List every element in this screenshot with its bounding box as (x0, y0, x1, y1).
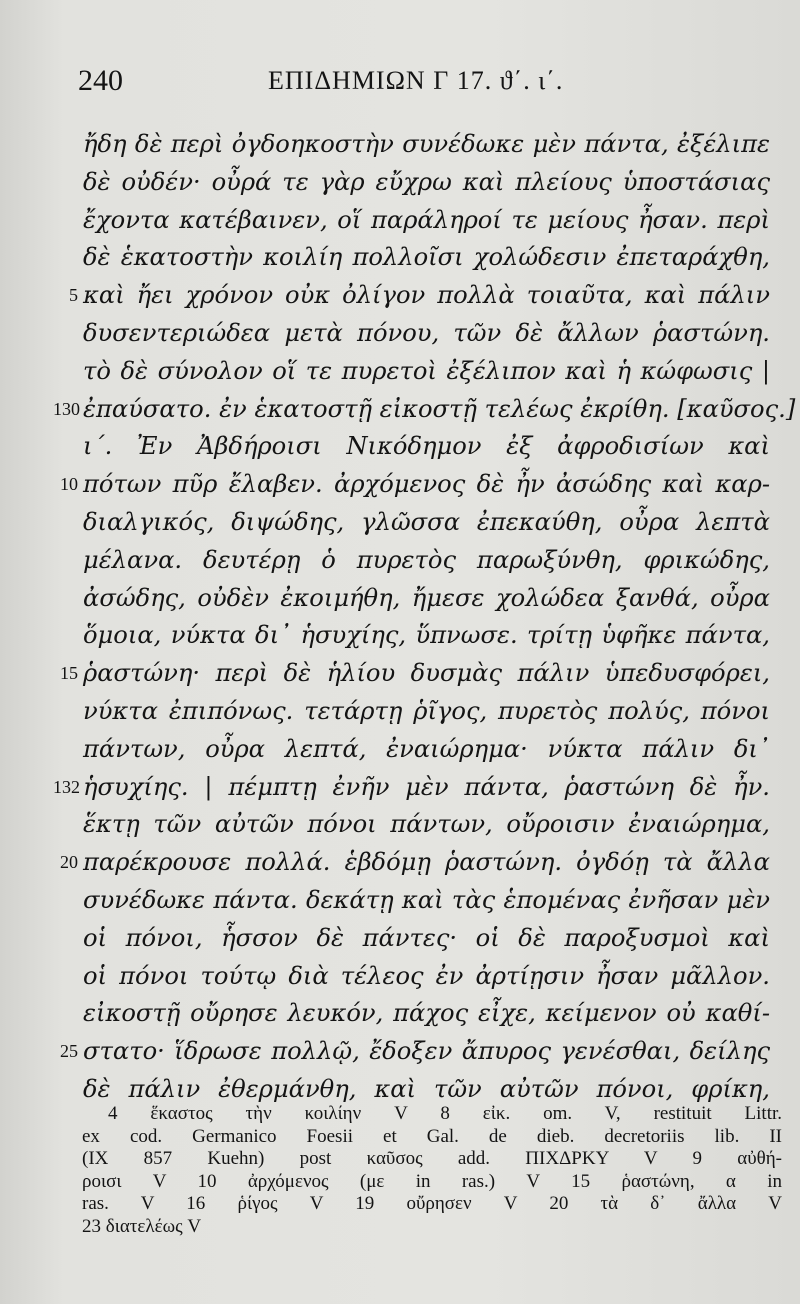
text-line (0, 239, 800, 277)
line-text: δυσεντεριώδεα μετὰ πόνου, τῶν δὲ ἄλλων ῥαστώνη. (83, 318, 770, 347)
line-text: πότων πῦρ ἔλαβεν. ἀρχόμενος δὲ ἦν ἀσώδης καὶ καρ- (83, 470, 770, 499)
page-header (78, 64, 778, 104)
footnote-line: ροισι V 10 ἀρχόμενος (με in ras.) V 15 ῥαστώνη, α in (82, 1170, 782, 1192)
line-number: 132 (53, 776, 80, 797)
text-line (0, 353, 800, 391)
footnote-line: ex cod. Germanico Foesii et Gal. de dieb. decretoriis lib. II (82, 1125, 782, 1147)
text-line (0, 958, 800, 996)
footnote-line: ras. V 16 ῥίγος V 19 οὔρησεν V 20 τὰ δ᾽ ἄλλα V (82, 1193, 782, 1214)
running-title: ΕΠΙΔΗΜΙΩΝ Γ 17. ϑ΄. ι΄. (268, 66, 564, 95)
text-line (0, 391, 800, 429)
line-text: ι΄. Ἐν Ἀβδήροισι Νικόδημον ἐξ ἀφροδισίων καὶ (83, 432, 770, 461)
line-text: ἀσώδης, οὐδὲν ἐκοιμήθη, ἤμεσε χολώδεα ξανθά, οὖρα (83, 583, 770, 612)
line-text: πάντων, οὖρα λεπτά, ἐναιώρημα· νύκτα πάλιν δι᾽ (83, 734, 770, 763)
line-number: 15 (60, 663, 78, 684)
text-line (0, 126, 800, 164)
line-number: 130 (53, 398, 80, 419)
line-number: 20 (60, 852, 78, 873)
line-text: καὶ ἤει χρόνον οὐκ ὀλίγον πολλὰ τοιαῦτα, καὶ πάλιν (83, 281, 770, 310)
text-line (0, 882, 800, 920)
text-line (0, 164, 800, 202)
line-text: ἐπαύσατο. ἐν ἑκατοστῇ εἰκοστῇ τελέως ἐκρίθη. [καῦσος.] (83, 394, 796, 423)
text-line (0, 920, 800, 958)
main-text (0, 126, 800, 1109)
text-line (0, 580, 800, 618)
text-line (0, 1033, 800, 1071)
line-text: στατο· ἵδρωσε πολλῷ, ἔδοξεν ἄπυρος γενέσθαι, δείλης (83, 1037, 770, 1066)
line-text: ῥαστώνη· περὶ δὲ ἡλίου δυσμὰς πάλιν ὑπεδυσφόρει, (83, 659, 770, 688)
footnote-line: 4 ἕκαστος τὴν κοιλίην V 8 εἰκ. om. V, restituit Littr. (108, 1103, 782, 1124)
line-text: ἤδη δὲ περὶ ὀγδοηκοστὴν συνέδωκε μὲν πάντα, ἐξέλιπε (83, 130, 770, 158)
critical-apparatus (82, 1103, 782, 1238)
line-text: τὸ δὲ σύνολον οἵ τε πυρετοὶ ἐξέλιπον καὶ ἡ κώφωσις | (83, 356, 770, 385)
line-text: δὲ ἑκατοστὴν κοιλίη πολλοῖσι χολώδεσιν ἐπεταράχθη, (83, 243, 770, 272)
line-text: ὅμοια, νύκτα δι᾽ ἡσυχίης, ὕπνωσε. τρίτῃ ὑφῆκε πάντα, (83, 621, 770, 650)
line-number: 25 (60, 1041, 78, 1062)
text-line (0, 655, 800, 693)
text-line (0, 428, 800, 466)
footnote-line: 23 διατελέως V (82, 1215, 202, 1237)
line-number: 5 (69, 285, 78, 306)
text-line (0, 995, 800, 1033)
text-line (0, 731, 800, 769)
line-text: δὲ πάλιν ἐθερμάνθη, καὶ τῶν αὐτῶν πόνοι, φρίκη, (83, 1074, 770, 1103)
text-line (0, 504, 800, 542)
line-text: νύκτα ἐπιπόνως. τετάρτῃ ῥῖγος, πυρετὸς πολύς, πόνοι (83, 696, 770, 725)
text-line (0, 202, 800, 240)
line-text: οἱ πόνοι, ἧσσον δὲ πάντες· οἱ δὲ παροξυσμοὶ καὶ (83, 923, 770, 952)
line-text: ἔχοντα κατέβαινεν, οἵ παράληροί τε μείους ἦσαν. περὶ (83, 205, 770, 234)
line-text: συνέδωκε πάντα. δεκάτῃ καὶ τὰς ἑπομένας ἐνῆσαν μὲν (83, 885, 770, 914)
line-text: ἡσυχίης. | πέμπτῃ ἐνῆν μὲν πάντα, ῥαστώνη δὲ ἦν. (83, 772, 770, 801)
text-line (0, 693, 800, 731)
text-line (0, 315, 800, 353)
text-line (0, 617, 800, 655)
line-text: οἱ πόνοι τούτῳ διὰ τέλεος ἐν ἀρτίῃσιν ἦσαν μᾶλλον. (83, 961, 770, 990)
line-text: δὲ οὐδέν· οὖρά τε γὰρ εὔχρω καὶ πλείους ὑποστάσιας (83, 167, 770, 196)
line-number: 10 (60, 474, 78, 495)
text-line (0, 769, 800, 807)
text-line (0, 844, 800, 882)
text-line (0, 466, 800, 504)
text-line (0, 806, 800, 844)
line-text: παρέκρουσε πολλά. ἑβδόμῃ ῥαστώνη. ὀγδόῃ τὰ ἄλλα (83, 848, 770, 877)
page-number: 240 (78, 64, 123, 97)
footnote-line: (IX 857 Kuehn) post καῦσος add. ΠΙΧΔΡΚΥ V 9 αὐθή- (82, 1148, 782, 1169)
text-line (0, 277, 800, 315)
line-text: εἰκοστῇ οὔρησε λευκόν, πάχος εἶχε, κείμενον οὐ καθί- (83, 999, 770, 1028)
line-text: ἕκτῃ τῶν αὐτῶν πόνοι πάντων, οὔροισιν ἐναιώρημα, (83, 810, 770, 839)
text-line (0, 542, 800, 580)
line-text: διαλγικός, διψώδης, γλῶσσα ἐπεκαύθη, οὖρα λεπτὰ (83, 507, 770, 536)
line-text: μέλανα. δευτέρῃ ὁ πυρετὸς παρωξύνθη, φρικώδης, (83, 545, 770, 574)
